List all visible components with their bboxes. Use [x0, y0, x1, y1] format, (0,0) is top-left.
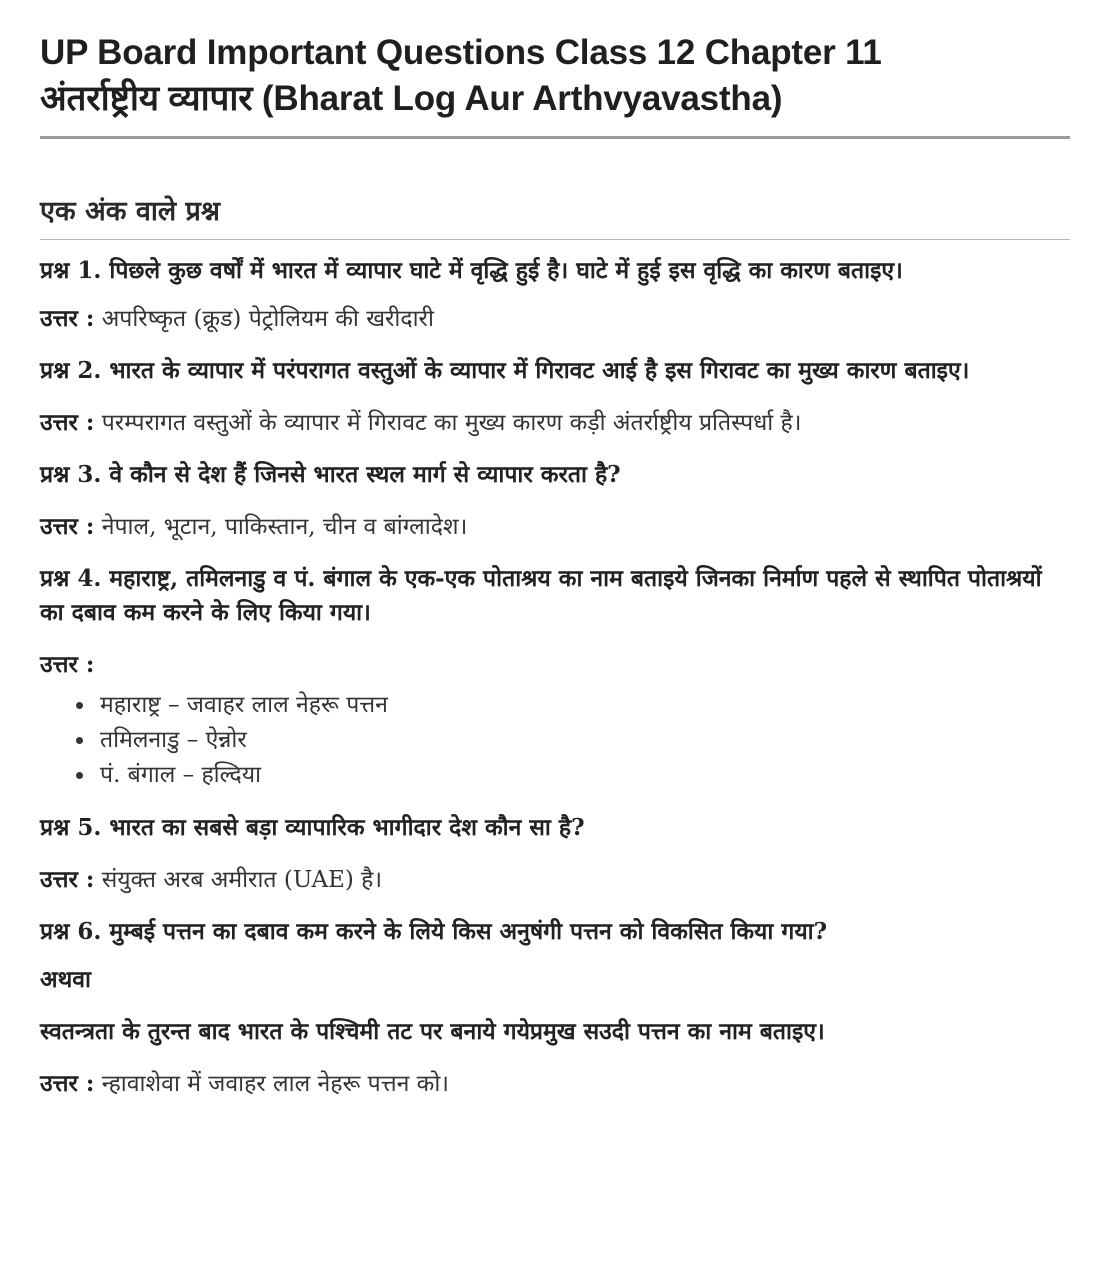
- bullet-icon: [76, 772, 83, 779]
- alternative-label: अथवा: [40, 966, 92, 993]
- answer-6: [40, 1067, 1070, 1101]
- question-6-alternative: स्वतन्त्रता के तुरन्त बाद भारत के पश्चिमी तट पर बनाये गयेप्रमुख सउदी पत्तन का नाम बताइए।: [40, 1018, 825, 1045]
- section-heading: एक अंक वाले प्रश्न: [40, 196, 220, 227]
- answer-label: उत्तर :: [40, 651, 95, 678]
- answer-1: [40, 302, 1070, 336]
- page-title-line-2: अंतर्राष्ट्रीय व्यापार (Bharat Log Aur Arthvyavastha): [40, 79, 783, 118]
- title-divider: [40, 136, 1070, 139]
- answer-3-text: नेपाल, भूटान, पाकिस्तान, चीन व बांग्लादेश।: [101, 514, 468, 540]
- answer-4-list: [40, 688, 1070, 793]
- article: [40, 30, 1070, 1101]
- page-title-line-1: UP Board Important Questions Class 12 Chapter 11: [40, 33, 882, 72]
- answer-2: [40, 406, 1070, 440]
- answer-label: उत्तर :: [40, 866, 95, 893]
- answer-1-text: अपरिष्कृत (क्रूड) पेट्रोलियम की खरीदारी: [101, 306, 434, 332]
- bullet-icon: [76, 702, 83, 709]
- answer-4: [40, 648, 1070, 682]
- answer-5: [40, 863, 1070, 897]
- answer-label: उत्तर :: [40, 409, 95, 436]
- list-item: पं. बंगाल – हल्दिया: [76, 758, 1070, 793]
- answer-label: उत्तर :: [40, 305, 95, 332]
- answer-5-text: संयुक्त अरब अमीरात (UAE) है।: [101, 867, 383, 893]
- question-1: प्रश्न 1. पिछले कुछ वर्षों में भारत में व्यापार घाटे में वृद्धि हुई है। घाटे में हुई इस वृद्धि का कारण बताइए।: [40, 257, 903, 284]
- question-4: प्रश्न 4. महाराष्ट्र, तमिलनाडु व पं. बंगाल के एक-एक पोताश्रय का नाम बताइये जिनका निर्माण पहले से स्थापित पोताश्रयों का दबाव कम करने के लिए किया गया।: [40, 565, 1042, 626]
- answer-label: उत्तर :: [40, 513, 95, 540]
- page-title: [40, 30, 1070, 122]
- question-6: प्रश्न 6. मुम्बई पत्तन का दबाव कम करने के लिये किस अनुषंगी पत्तन को विकसित किया गया?: [40, 918, 828, 945]
- question-3: प्रश्न 3. वे कौन से देश हैं जिनसे भारत स्थल मार्ग से व्यापार करता है?: [40, 461, 621, 488]
- list-item: तमिलनाडु – ऐन्नोर: [76, 723, 1070, 758]
- answer-6-text: न्हावाशेवा में जवाहर लाल नेहरू पत्तन को।: [101, 1071, 450, 1097]
- answer-3: [40, 510, 1070, 544]
- question-5: प्रश्न 5. भारत का सबसे बड़ा व्यापारिक भागीदार देश कौन सा है?: [40, 814, 585, 841]
- list-item: महाराष्ट्र – जवाहर लाल नेहरू पत्तन: [76, 688, 1070, 723]
- bullet-icon: [76, 737, 83, 744]
- answer-2-text: परम्परागत वस्तुओं के व्यापार में गिरावट का मुख्य कारण कड़ी अंतर्राष्ट्रीय प्रतिस्पर्धा है।: [101, 410, 802, 436]
- answer-label: उत्तर :: [40, 1070, 95, 1097]
- question-2: प्रश्न 2. भारत के व्यापार में परंपरागत वस्तुओं के व्यापार में गिरावट आई है इस गिरावट का मुख्य कारण बताइए।: [40, 357, 970, 384]
